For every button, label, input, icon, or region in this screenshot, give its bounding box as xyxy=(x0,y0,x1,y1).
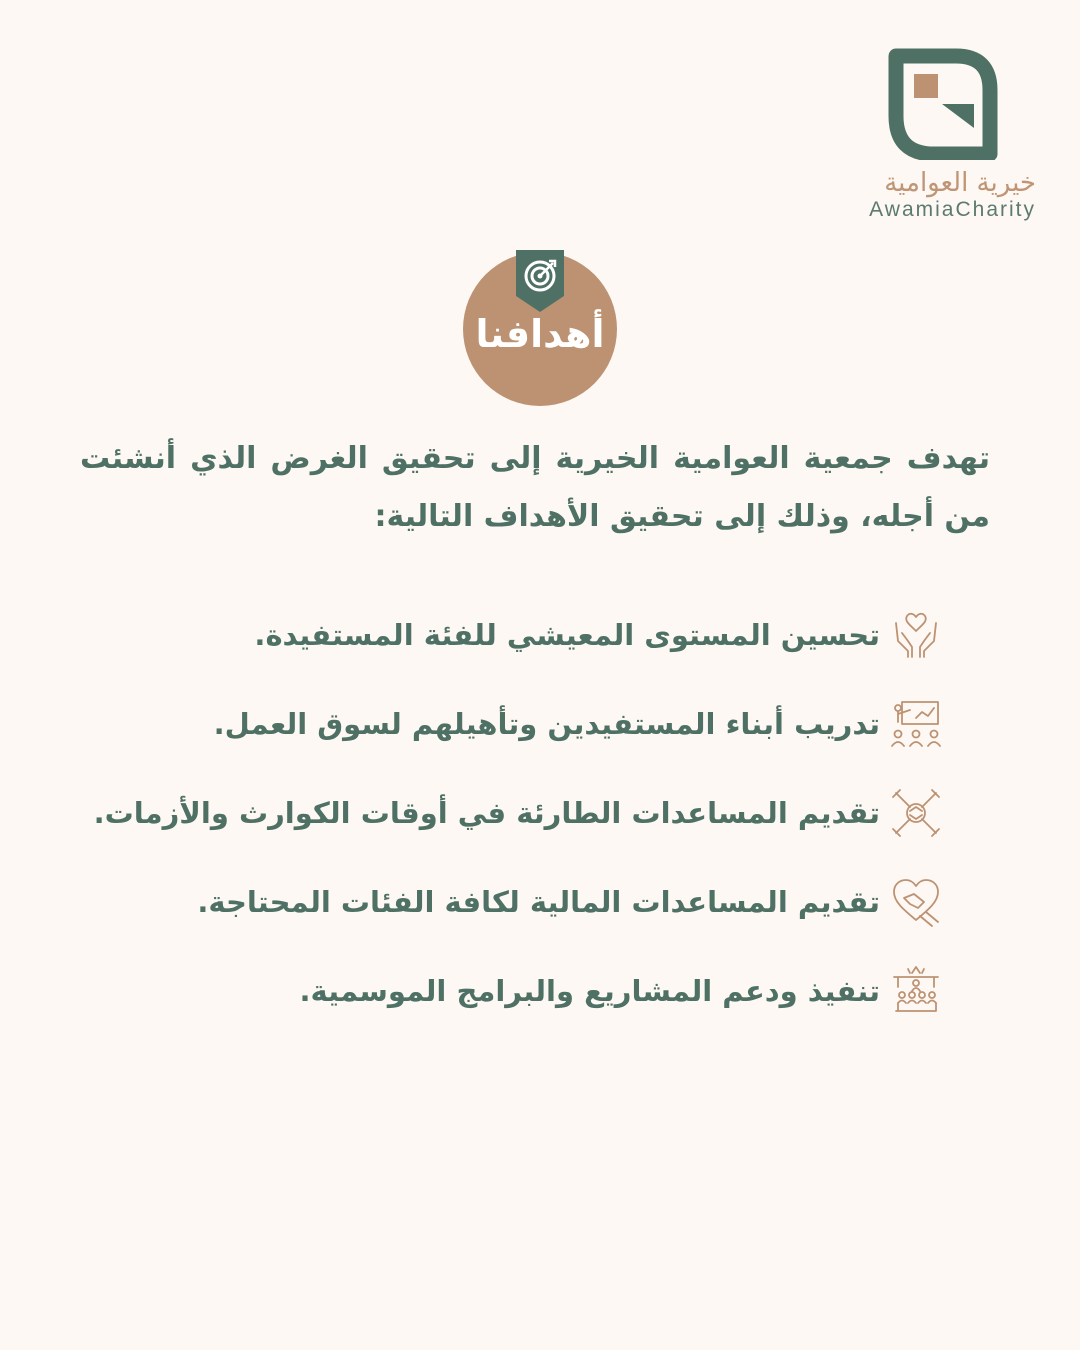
goal-text: تقديم المساعدات المالية لكافة الفئات المحتاجة. xyxy=(197,884,880,919)
helping-hands-icon xyxy=(890,787,942,839)
goal-text: تحسين المستوى المعيشي للفئة المستفيدة. xyxy=(254,617,880,652)
target-icon xyxy=(516,250,564,312)
goal-item xyxy=(122,857,942,946)
goal-text: تنفيذ ودعم المشاريع والبرامج الموسمية. xyxy=(299,973,880,1008)
intro-text: تهدف جمعية العوامية الخيرية إلى تحقيق الغرض الذي أنشئت من أجله، وذلك إلى تحقيق الأهداف التالية: xyxy=(80,441,990,534)
community-event-icon xyxy=(890,965,942,1017)
goal-item xyxy=(122,946,942,1035)
goal-item xyxy=(93,768,942,857)
heart-handshake-icon xyxy=(890,876,942,928)
training-board-icon xyxy=(890,698,942,750)
logo-name-english: AwamiaCharity xyxy=(869,198,1036,221)
goal-text: تدريب أبناء المستفيدين وتأهيلهم لسوق العمل. xyxy=(213,706,880,741)
goal-item xyxy=(122,679,942,768)
logo-mark-icon xyxy=(886,48,998,160)
goal-item xyxy=(122,590,942,679)
goal-text: تقديم المساعدات الطارئة في أوقات الكوارث والأزمات. xyxy=(93,795,880,830)
goals-title: أهدافنا xyxy=(475,312,605,356)
charity-logo xyxy=(840,48,1036,228)
heart-hands-icon xyxy=(890,609,942,661)
goals-list xyxy=(93,590,942,1035)
logo-name-arabic: خيرية العوامية xyxy=(884,168,1036,198)
